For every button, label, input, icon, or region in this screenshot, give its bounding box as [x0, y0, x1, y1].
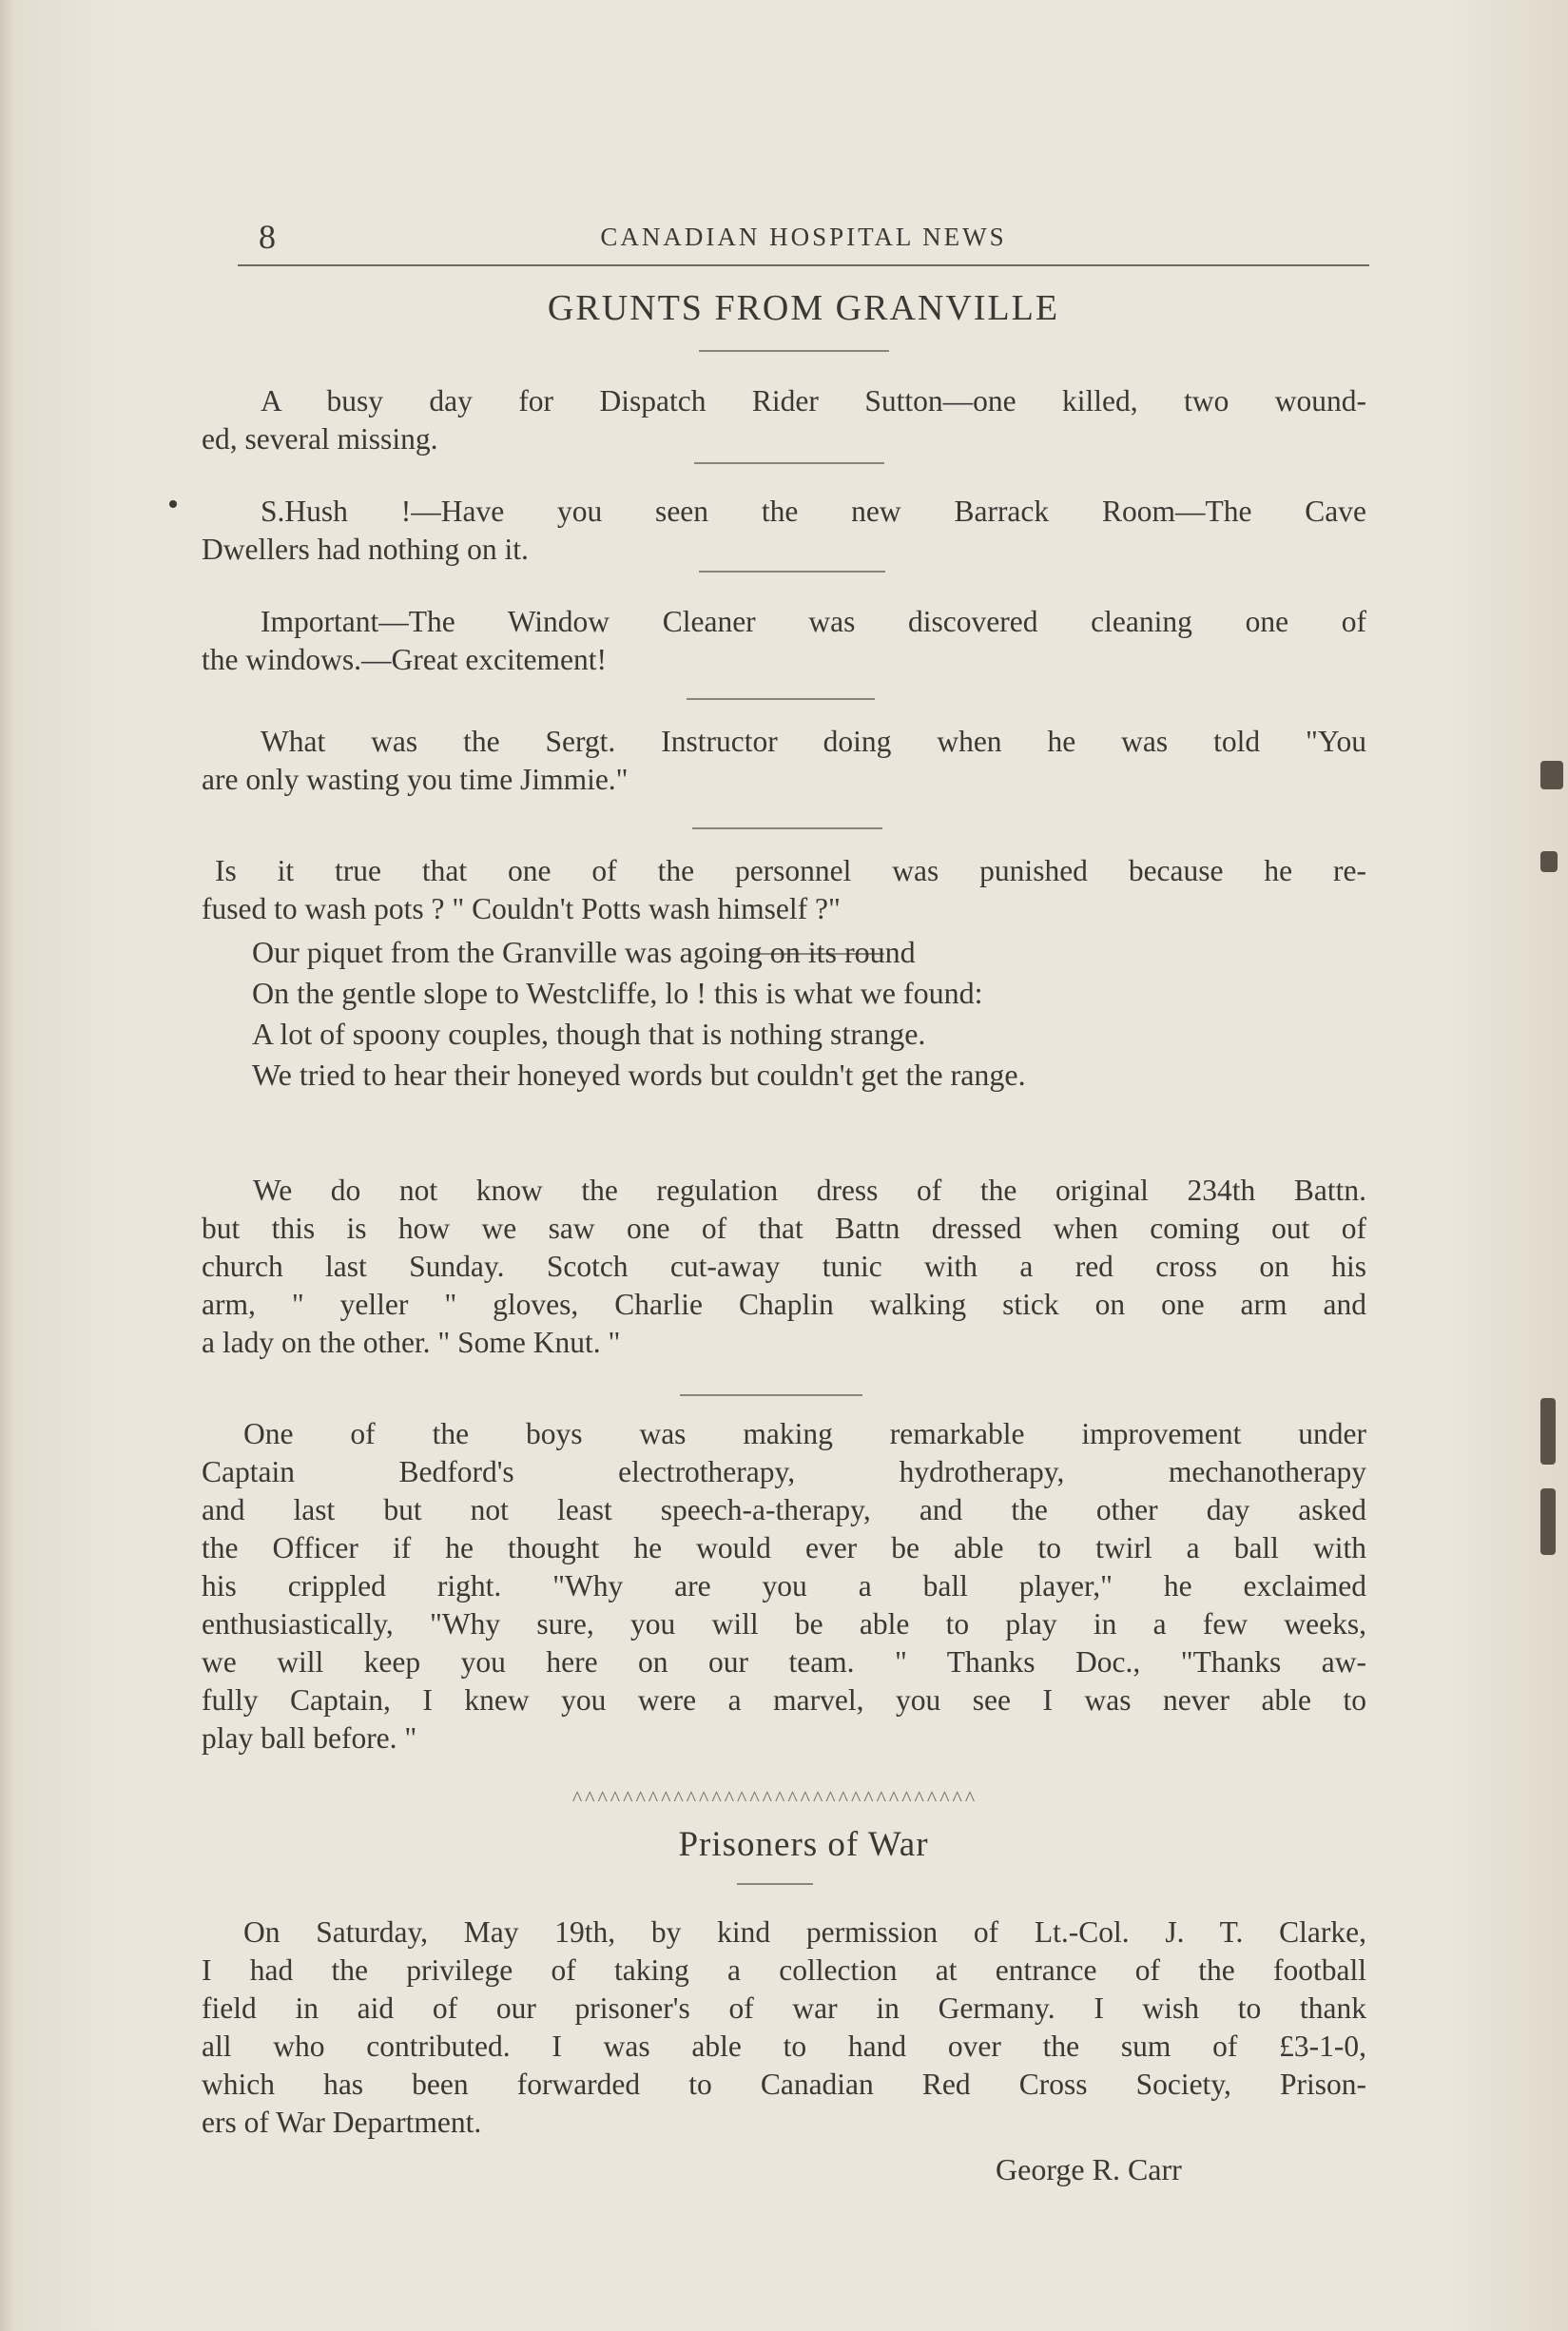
bleed-mark	[1540, 761, 1563, 789]
margin-mark	[169, 500, 177, 508]
ornamental-divider: ^^^^^^^^^^^^^^^^^^^^^^^^^^^^^^^^	[571, 1786, 978, 1805]
text-line: we will keep you here on our team. " Thanks Doc., "Thanks aw-	[202, 1645, 1366, 1679]
text-line: A busy day for Dispatch Rider Sutton—one killed, two wound-	[261, 384, 1366, 418]
bleed-mark	[1540, 851, 1558, 872]
text-line: enthusiastically, "Why sure, you will be able to play in a few weeks,	[202, 1607, 1366, 1641]
separator-rule	[680, 1394, 862, 1396]
grunt-item-2	[202, 493, 1366, 569]
text-line: and last but not least speech-a-therapy, and the other day asked	[202, 1493, 1366, 1526]
title-rule	[737, 1883, 813, 1885]
text-line: field in aid of our prisoner's of war in Germany. I wish to thank	[202, 1991, 1366, 2025]
poem-line: A lot of spoony couples, though that is nothing strange.	[252, 1017, 926, 1051]
text-line: the windows.—Great excitement!	[202, 643, 607, 676]
text-line: arm, " yeller " gloves, Charlie Chaplin walking stick on one arm and	[202, 1288, 1366, 1321]
grunt-item-1	[202, 382, 1366, 458]
text-line: On Saturday, May 19th, by kind permission of Lt.-Col. J. T. Clarke,	[243, 1915, 1366, 1949]
separator-rule	[694, 462, 884, 464]
text-line: Captain Bedford's electrotherapy, hydrotherapy, mechanotherapy	[202, 1455, 1366, 1488]
running-title: CANADIAN HOSPITAL NEWS	[600, 223, 1007, 251]
text-line: the Officer if he thought he would ever be able to twirl a ball with	[202, 1531, 1366, 1564]
grunt-item-6	[202, 1172, 1366, 1362]
poem-line: On the gentle slope to Westcliffe, lo ! this is what we found:	[252, 976, 983, 1010]
grunt-item-4	[202, 723, 1366, 799]
signature: George R. Carr	[996, 2152, 1182, 2186]
poem-line: Our piquet from the Granville was agoing on its round	[252, 935, 916, 969]
text-line: are only wasting you time Jimmie."	[202, 763, 629, 796]
separator-rule	[687, 698, 875, 700]
text-line: Dwellers had nothing on it.	[202, 533, 529, 566]
text-line: his crippled right. "Why are you a ball player," he exclaimed	[202, 1569, 1366, 1603]
text-line: We do not know the regulation dress of the original 234th Battn.	[253, 1174, 1366, 1207]
text-line: ers of War Department.	[202, 2106, 482, 2139]
text-line: a lady on the other. " Some Knut. "	[202, 1326, 621, 1359]
binding-edge	[0, 0, 13, 2331]
text-line: which has been forwarded to Canadian Red Cross Society, Prison-	[202, 2068, 1366, 2101]
separator-rule	[692, 827, 882, 829]
separator-rule	[699, 571, 885, 573]
text-line: fused to wash pots ? " Couldn't Potts wash himself ?"	[202, 892, 841, 925]
poem-line: We tried to hear their honeyed words but couldn't get the range.	[252, 1058, 1026, 1092]
text-line: but this is how we saw one of that Battn dressed when coming out of	[202, 1212, 1366, 1245]
grunt-item-7	[202, 1415, 1366, 1758]
text-line: all who contributed. I was able to hand over the sum of £3-1-0,	[202, 2030, 1366, 2063]
bleed-mark	[1540, 1398, 1556, 1465]
text-line: church last Sunday. Scotch cut-away tunic with a red cross on his	[202, 1250, 1366, 1283]
text-line: One of the boys was making remarkable improvement under	[243, 1417, 1366, 1450]
prisoners-paragraph	[202, 1913, 1366, 2142]
text-line: play ball before. "	[202, 1721, 417, 1755]
text-line: S.Hush !—Have you seen the new Barrack Room—The Cave	[261, 495, 1366, 528]
text-line: ed, several missing.	[202, 422, 438, 456]
page-number: 8	[259, 218, 276, 256]
text-line: fully Captain, I knew you were a marvel, you see I was never able to	[202, 1683, 1366, 1717]
grunt-item-5	[202, 852, 1366, 928]
text-line: What was the Sergt. Instructor doing when he was told "You	[261, 725, 1366, 758]
text-line: Important—The Window Cleaner was discovered cleaning one of	[261, 605, 1366, 638]
text-line: Is it true that one of the personnel was punished because he re-	[215, 854, 1366, 887]
title-rule	[699, 350, 889, 352]
article-title: GRUNTS FROM GRANVILLE	[547, 288, 1060, 328]
poem-stanza	[252, 932, 1345, 1096]
grunt-item-3	[202, 603, 1366, 679]
bleed-mark	[1540, 1488, 1556, 1555]
text-line: I had the privilege of taking a collection at entrance of the football	[202, 1953, 1366, 1987]
section-title-prisoners: Prisoners of War	[678, 1825, 929, 1864]
page-header	[238, 211, 1369, 266]
